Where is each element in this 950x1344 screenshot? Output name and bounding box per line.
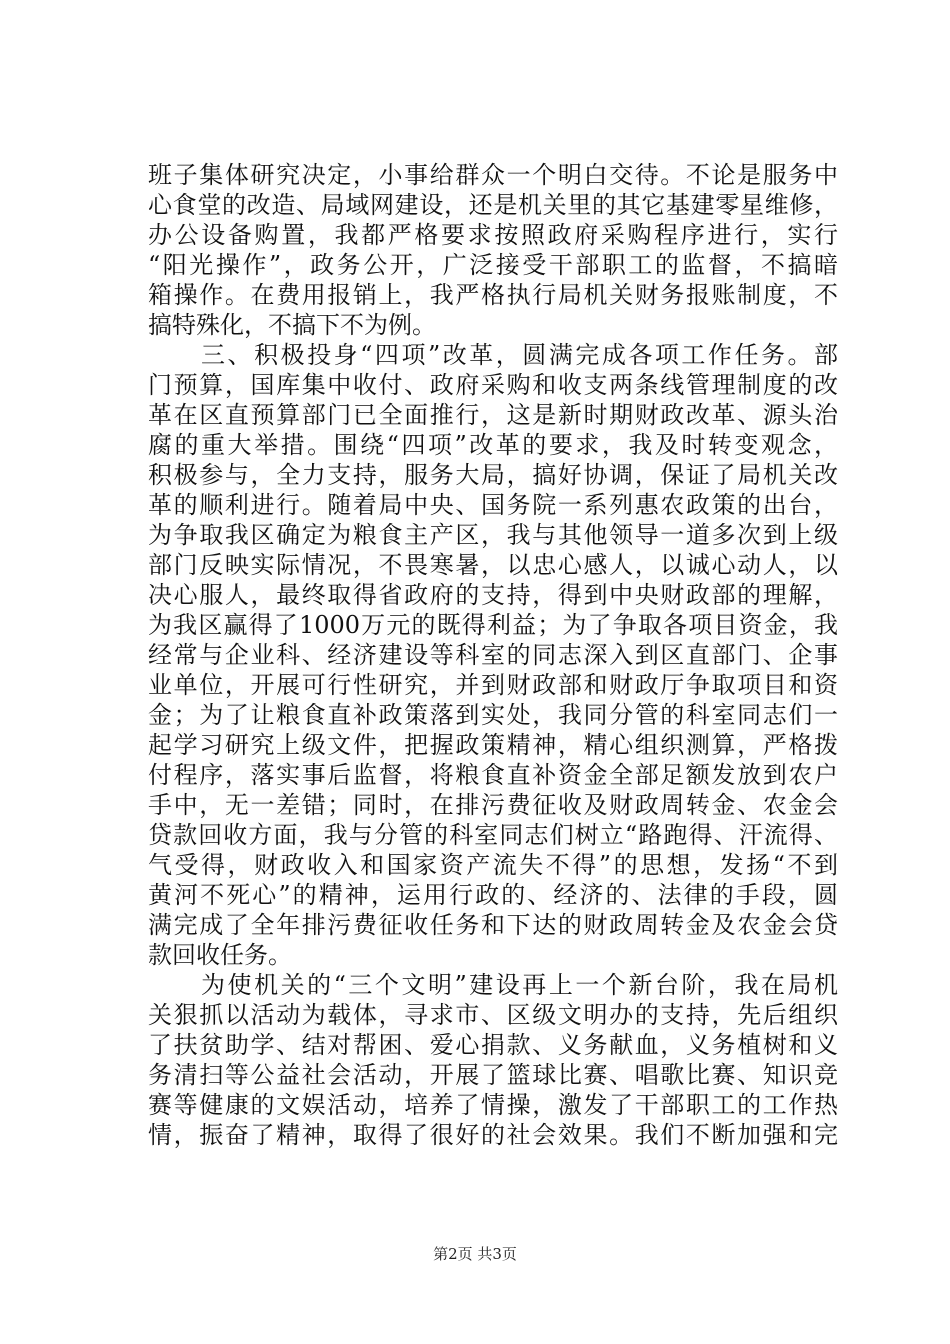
text-line: 决心服人，最终取得省政府的支持，得到中央财政部的理解， <box>148 581 838 609</box>
text-line: 腐的重大举措。围绕“四项”改革的要求，我及时转变观念， <box>148 431 838 459</box>
text-line: 部门反映实际情况，不畏寒暑，以忠心感人，以诚心动人，以 <box>148 551 838 579</box>
text-line: 为争取我区确定为粮食主产区，我与其他领导一道多次到上级 <box>148 521 838 549</box>
text-line: 业单位，开展可行性研究，并到财政部和财政厅争取项目和资 <box>148 671 838 699</box>
text-line: 起学习研究上级文件，把握政策精神，精心组织测算，严格拨 <box>148 731 838 759</box>
text-line: 心食堂的改造、局域网建设，还是机关里的其它基建零星维修， <box>148 191 838 219</box>
text-line: 关狠抓以活动为载体，寻求市、区级文明办的支持，先后组织 <box>148 1001 838 1029</box>
text-line: 为使机关的“三个文明”建设再上一个新台阶，我在局机 <box>148 971 838 999</box>
text-line: 了扶贫助学、结对帮困、爱心捐款、义务献血，义务植树和义 <box>148 1031 838 1059</box>
text-line: “阳光操作”，政务公开，广泛接受干部职工的监督，不搞暗 <box>148 251 838 279</box>
page-footer: 第2页 共3页 <box>433 1245 517 1263</box>
text-line: 满完成了全年排污费征收任务和下达的财政周转金及农金会贷 <box>148 911 838 939</box>
text-line: 气受得，财政收入和国家资产流失不得”的思想，发扬“不到 <box>148 851 838 879</box>
text-line: 金；为了让粮食直补政策落到实处，我同分管的科室同志们一 <box>148 701 838 729</box>
text-line: 革在区直预算部门已全面推行，这是新时期财政改革、源头治 <box>148 401 838 429</box>
text-line: 赛等健康的文娱活动，培养了情操，激发了干部职工的工作热 <box>148 1091 838 1119</box>
text-line: 积极参与，全力支持，服务大局，搞好协调，保证了局机关改 <box>148 461 838 489</box>
text-line: 贷款回收方面，我与分管的科室同志们树立“路跑得、汗流得、 <box>148 821 838 849</box>
text-line: 款回收任务。 <box>148 941 292 969</box>
text-line: 付程序，落实事后监督，将粮食直补资金全部足额发放到农户 <box>148 761 838 789</box>
document-body <box>148 160 838 1150</box>
text-line: 经常与企业科、经济建设等科室的同志深入到区直部门、企事 <box>148 641 838 669</box>
text-line: 三、积极投身“四项”改革，圆满完成各项工作任务。部 <box>148 341 838 369</box>
text-line: 手中，无一差错；同时，在排污费征收及财政周转金、农金会 <box>148 791 838 819</box>
text-line: 务清扫等公益社会活动，开展了篮球比赛、唱歌比赛、知识竞 <box>148 1061 838 1089</box>
text-line: 班子集体研究决定，小事给群众一个明白交待。不论是服务中 <box>148 161 838 189</box>
text-line: 情，振奋了精神，取得了很好的社会效果。我们不断加强和完 <box>148 1121 838 1149</box>
text-line: 革的顺利进行。随着局中央、国务院一系列惠农政策的出台， <box>148 491 838 519</box>
text-line: 箱操作。在费用报销上，我严格执行局机关财务报账制度，不 <box>148 281 838 309</box>
text-line: 门预算，国库集中收付、政府采购和收支两条线管理制度的改 <box>148 371 838 399</box>
text-line: 办公设备购置，我都严格要求按照政府采购程序进行，实行 <box>148 221 838 249</box>
text-line: 黄河不死心”的精神，运用行政的、经济的、法律的手段，圆 <box>148 881 838 909</box>
text-line: 搞特殊化，不搞下不为例。 <box>148 311 436 339</box>
text-line: 为我区赢得了1000万元的既得利益；为了争取各项目资金，我 <box>148 611 838 639</box>
